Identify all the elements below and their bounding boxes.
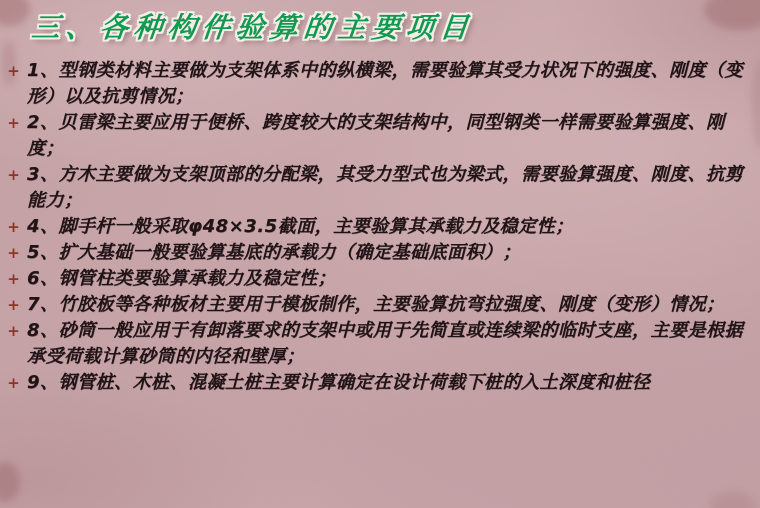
list-item: [0, 240, 760, 266]
plus-bullet-icon: +: [7, 166, 20, 184]
plus-bullet-icon: +: [7, 114, 20, 132]
list-item: [0, 162, 760, 214]
list-item: [0, 110, 760, 162]
slide-title: 三、各种构件验算的主要项目: [30, 11, 476, 44]
edge-watermark-smudge: [0, 462, 20, 502]
bullet-text: 1、型钢类材料主要做为支架体系中的纵横梁，需要验算其受力状况下的强度、刚度（变形）以及抗剪情况；: [27, 60, 744, 107]
plus-bullet-icon: +: [7, 296, 20, 314]
bullet-text: 8、砂筒一般应用于有卸落要求的支架中或用于先简直或连续梁的临时支座，主要是根据承受荷载计算砂筒的内径和壁厚；: [27, 320, 744, 367]
bullet-text: 6、钢管柱类要验算承载力及稳定性；: [27, 268, 337, 289]
bullet-text: 9、钢管桩、木桩、混凝土桩主要计算确定在设计荷载下桩的入土深度和桩径: [27, 372, 651, 393]
list-item: [0, 214, 760, 240]
list-item: [0, 318, 760, 370]
bullet-text: 5、扩大基础一般要验算基底的承载力（确定基础底面积）；: [27, 242, 522, 263]
edge-watermark-smudge: [0, 0, 30, 26]
list-item: [0, 58, 760, 110]
edge-watermark-smudge: [710, 492, 756, 508]
list-item: [0, 266, 760, 292]
plus-bullet-icon: +: [7, 374, 20, 392]
plus-bullet-icon: +: [7, 322, 20, 340]
list-item: [0, 370, 760, 396]
bullet-text: 2、贝雷梁主要应用于便桥、跨度较大的支架结构中，同型钢类一样需要验算强度、刚度；: [27, 112, 725, 159]
plus-bullet-icon: +: [7, 244, 20, 262]
bullet-text: 4、脚手杆一般采取φ48×3.5截面，主要验算其承载力及稳定性；: [27, 216, 574, 237]
plus-bullet-icon: +: [7, 270, 20, 288]
bullet-text: 3、方木主要做为支架顶部的分配梁，其受力型式也为梁式，需要验算强度、刚度、抗剪能力；: [27, 164, 744, 211]
bullet-list: [0, 58, 760, 396]
list-item: [0, 292, 760, 318]
bullet-text: 7、竹胶板等各种板材主要用于模板制作，主要验算抗弯拉强度、刚度（变形）情况；: [27, 294, 725, 315]
plus-bullet-icon: +: [7, 218, 20, 236]
plus-bullet-icon: +: [7, 62, 20, 80]
